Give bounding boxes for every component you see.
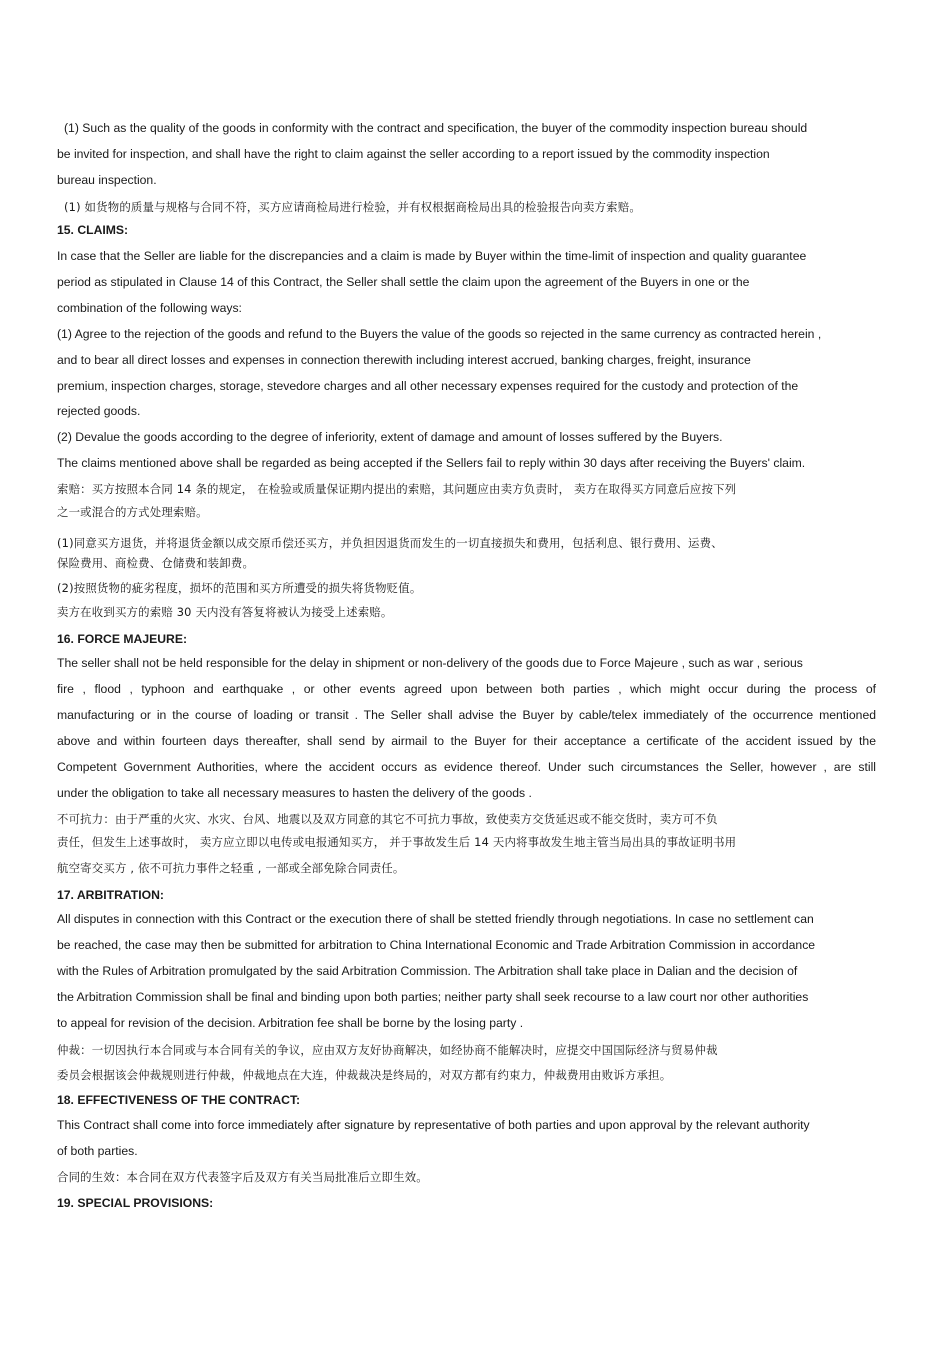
arbitration-zh-line-1: 仲裁：一切因执行本合同或与本合同有关的争议，应由双方友好协商解决，如经协商不能解决时，应提交中国国际经济与贸易仲裁 bbox=[57, 1043, 718, 1057]
claims-line-4: (1) Agree to the rejection of the goods and refund to the Buyers the value of the goods so rejected in the same currency as contracted herein , bbox=[57, 327, 822, 341]
claims-zh-line-5: (2)按照货物的疵劣程度，损坏的范围和买方所遭受的损失将货物贬值。 bbox=[57, 581, 422, 595]
effectiveness-line-1: This Contract shall come into force immediately after signature by representative of both parties and upon approval by the relevant authority bbox=[57, 1118, 810, 1132]
effectiveness-zh-line: 合同的生效：本合同在双方代表签字后及双方有关当局批准后立即生效。 bbox=[57, 1170, 428, 1184]
force-majeure-heading: 16. FORCE MAJEURE: bbox=[57, 632, 188, 646]
force-majeure-line-3: manufacturing or in the course of loading or transit . The Seller shall advise the Buyer by cable/telex immediately of the occurrence mentioned bbox=[57, 708, 876, 722]
intro-line-2: be invited for inspection, and shall have the right to claim against the seller according to a report issued by the commodity inspection bbox=[57, 147, 770, 161]
arbitration-heading: 17. ARBITRATION: bbox=[57, 888, 164, 902]
effectiveness-heading: 18. EFFECTIVENESS OF THE CONTRACT: bbox=[57, 1093, 301, 1107]
arbitration-line-2: be reached, the case may then be submitted for arbitration to China International Economic and Trade Arbitration Commission in accordance bbox=[57, 938, 816, 952]
claims-zh-line-4: 保险费用、商检费、仓储费和装卸费。 bbox=[57, 556, 255, 570]
claims-heading: 15. CLAIMS: bbox=[57, 223, 129, 237]
special-provisions-heading: 19. SPECIAL PROVISIONS: bbox=[57, 1196, 214, 1210]
intro-zh-line: (1) 如货物的质量与规格与合同不符，买方应请商检局进行检验，并有权根据商检局出具的检验报告向卖方索赔。 bbox=[64, 200, 641, 214]
claims-line-1: In case that the Seller are liable for the discrepancies and a claim is made by Buyer within the time-limit of inspection and quality guarantee bbox=[57, 249, 807, 263]
force-majeure-line-2: fire , flood , typhoon and earthquake , or other events agreed upon between both parties , which might occur during the process of bbox=[57, 682, 876, 696]
force-majeure-line-6: under the obligation to take all necessary measures to hasten the delivery of the goods . bbox=[57, 786, 532, 800]
claims-zh-line-1: 索赔：买方按照本合同 14 条的规定， 在检验或质量保证期内提出的索赔，其问题应由卖方负责时， 卖方在取得买方同意后应按下列 bbox=[57, 482, 737, 496]
claims-line-6: premium, inspection charges, storage, stevedore charges and all other necessary expenses required for the custody and protection of the bbox=[57, 379, 799, 393]
intro-line-3: bureau inspection. bbox=[57, 173, 157, 187]
force-majeure-zh-line-2: 责任，但发生上述事故时， 卖方应立即以电传或电报通知买方， 并于事故发生后 14 天内将事故发生地主管当局出具的事故证明书用 bbox=[57, 835, 737, 849]
arbitration-line-4: the Arbitration Commission shall be final and binding upon both parties; neither party shall seek recourse to a law court nor other authorities bbox=[57, 990, 809, 1004]
claims-line-5: and to bear all direct losses and expenses in connection therewith including interest accrued, banking charges, freight, insurance bbox=[57, 353, 751, 367]
claims-line-7: rejected goods. bbox=[57, 404, 141, 418]
claims-line-9: The claims mentioned above shall be regarded as being accepted if the Sellers fail to reply within 30 days after receiving the Buyers' claim. bbox=[57, 456, 806, 470]
claims-line-8: (2) Devalue the goods according to the degree of inferiority, extent of damage and amount of losses suffered by the Buyers. bbox=[57, 430, 723, 444]
arbitration-line-1: All disputes in connection with this Contract or the execution there of shall be stetted friendly through negotiations. In case no settlement can bbox=[57, 912, 814, 926]
intro-line-1: (1) Such as the quality of the goods in conformity with the contract and specification, the buyer of the commodity inspection bureau should bbox=[64, 121, 808, 135]
claims-line-2: period as stipulated in Clause 14 of this Contract, the Seller shall settle the claim upon the agreement of the Buyers in one or the bbox=[57, 275, 750, 289]
claims-line-3: combination of the following ways: bbox=[57, 301, 242, 315]
effectiveness-line-2: of both parties. bbox=[57, 1144, 138, 1158]
force-majeure-line-1: The seller shall not be held responsible for the delay in shipment or non-delivery of the goods due to Force Majeure , such as war , serious bbox=[57, 656, 803, 670]
claims-zh-line-3: (1)同意买方退货，并将退货金额以成交原币偿还买方，并负担因退货而发生的一切直接损失和费用，包括利息、银行费用、运费、 bbox=[57, 536, 723, 550]
arbitration-zh-line-2: 委员会根据该会仲裁规则进行仲裁，仲裁地点在大连，仲裁裁决是终局的，对双方都有约束力，仲裁费用由败诉方承担。 bbox=[57, 1068, 672, 1082]
force-majeure-line-4: above and within fourteen days thereafter, shall send by airmail to the Buyer for their acceptance a certificate of the accident issued by the bbox=[57, 734, 876, 748]
force-majeure-line-5: Competent Government Authorities, where the accident occurs as evidence thereof. Under such circumstances the Seller, however , are still bbox=[57, 760, 876, 774]
arbitration-line-5: to appeal for revision of the decision. Arbitration fee shall be borne by the losing party . bbox=[57, 1016, 524, 1030]
claims-zh-line-6: 卖方在收到买方的索赔 30 天内没有答复将被认为接受上述索赔。 bbox=[57, 605, 393, 619]
force-majeure-zh-line-3: 航空寄交买方 , 依不可抗力事件之轻重 , 一部或全部免除合同责任。 bbox=[57, 861, 405, 875]
force-majeure-zh-line-1: 不可抗力：由于严重的火灾、水灾、台风、地震以及双方同意的其它不可抗力事故，致使卖方交货延迟或不能交货时，卖方可不负 bbox=[57, 812, 718, 826]
claims-zh-line-2: 之一或混合的方式处理索赔。 bbox=[57, 505, 208, 519]
arbitration-line-3: with the Rules of Arbitration promulgated by the said Arbitration Commission. The Arbitration shall take place in Dalian and the decision of bbox=[57, 964, 798, 978]
